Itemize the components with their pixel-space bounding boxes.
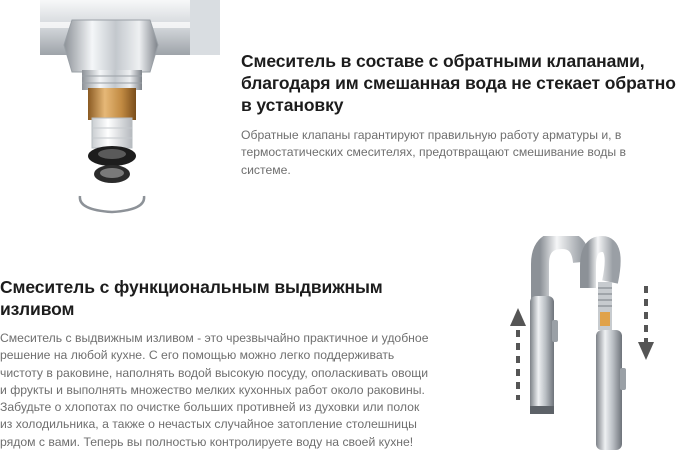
body-line: Смеситель с выдвижным изливом - это чрезвычайно практичное и удобное (0, 331, 429, 345)
title-line: изливом (0, 299, 75, 319)
valve-cartridge (92, 118, 132, 148)
body-line: Обратные клапаны гарантируют правильную работу арматуры и, в (241, 128, 622, 142)
brass-insert (88, 88, 136, 120)
title-line: в установку (241, 95, 344, 115)
check-valve-illustration (40, 0, 240, 225)
body-line: рядом с вами. Теперь вы полностью контролируете воду на своей кухне! (0, 434, 414, 449)
body-line: из холодильника, а также о нечастых случайное затопление столешницы (0, 417, 417, 432)
valves-section-title (241, 50, 700, 116)
body-line: системе. (241, 162, 291, 177)
pullout-spout-section-description (0, 330, 470, 451)
arrow-down-icon (638, 286, 654, 360)
title-line: Смеситель с функциональным выдвижным (0, 277, 383, 297)
body-line: и фрукты и выполнять множество мелких кухонных работ около раковины. (0, 382, 425, 397)
body-line: термостатических смесителях, предотвращают смешивание воды в (241, 145, 626, 160)
body-line: решение на любой кухне. С его помощью можно легко поддерживать (0, 348, 395, 363)
pullout-spout-illustration (478, 236, 700, 453)
spout-arc-right (588, 244, 613, 288)
body-line: чистоту в раковине, наполнять водой высокую посуду, ополаскивать овощи (0, 365, 429, 380)
hex-nut (64, 20, 158, 72)
spring-clip (80, 196, 144, 212)
spout-tube-right (596, 330, 622, 450)
pullout-spout-section-title (0, 276, 430, 320)
body-line: Забудьте о хлопотах по очистке больших противней из духовки или полок (0, 400, 420, 415)
arrow-up-icon (510, 308, 526, 400)
valves-section-description (241, 127, 691, 179)
title-line: благодаря им смешанная вода не стекает обратно (241, 73, 676, 93)
title-line: Смеситель в составе с обратными клапанами, (241, 51, 645, 71)
spout-tube-left (530, 296, 554, 414)
